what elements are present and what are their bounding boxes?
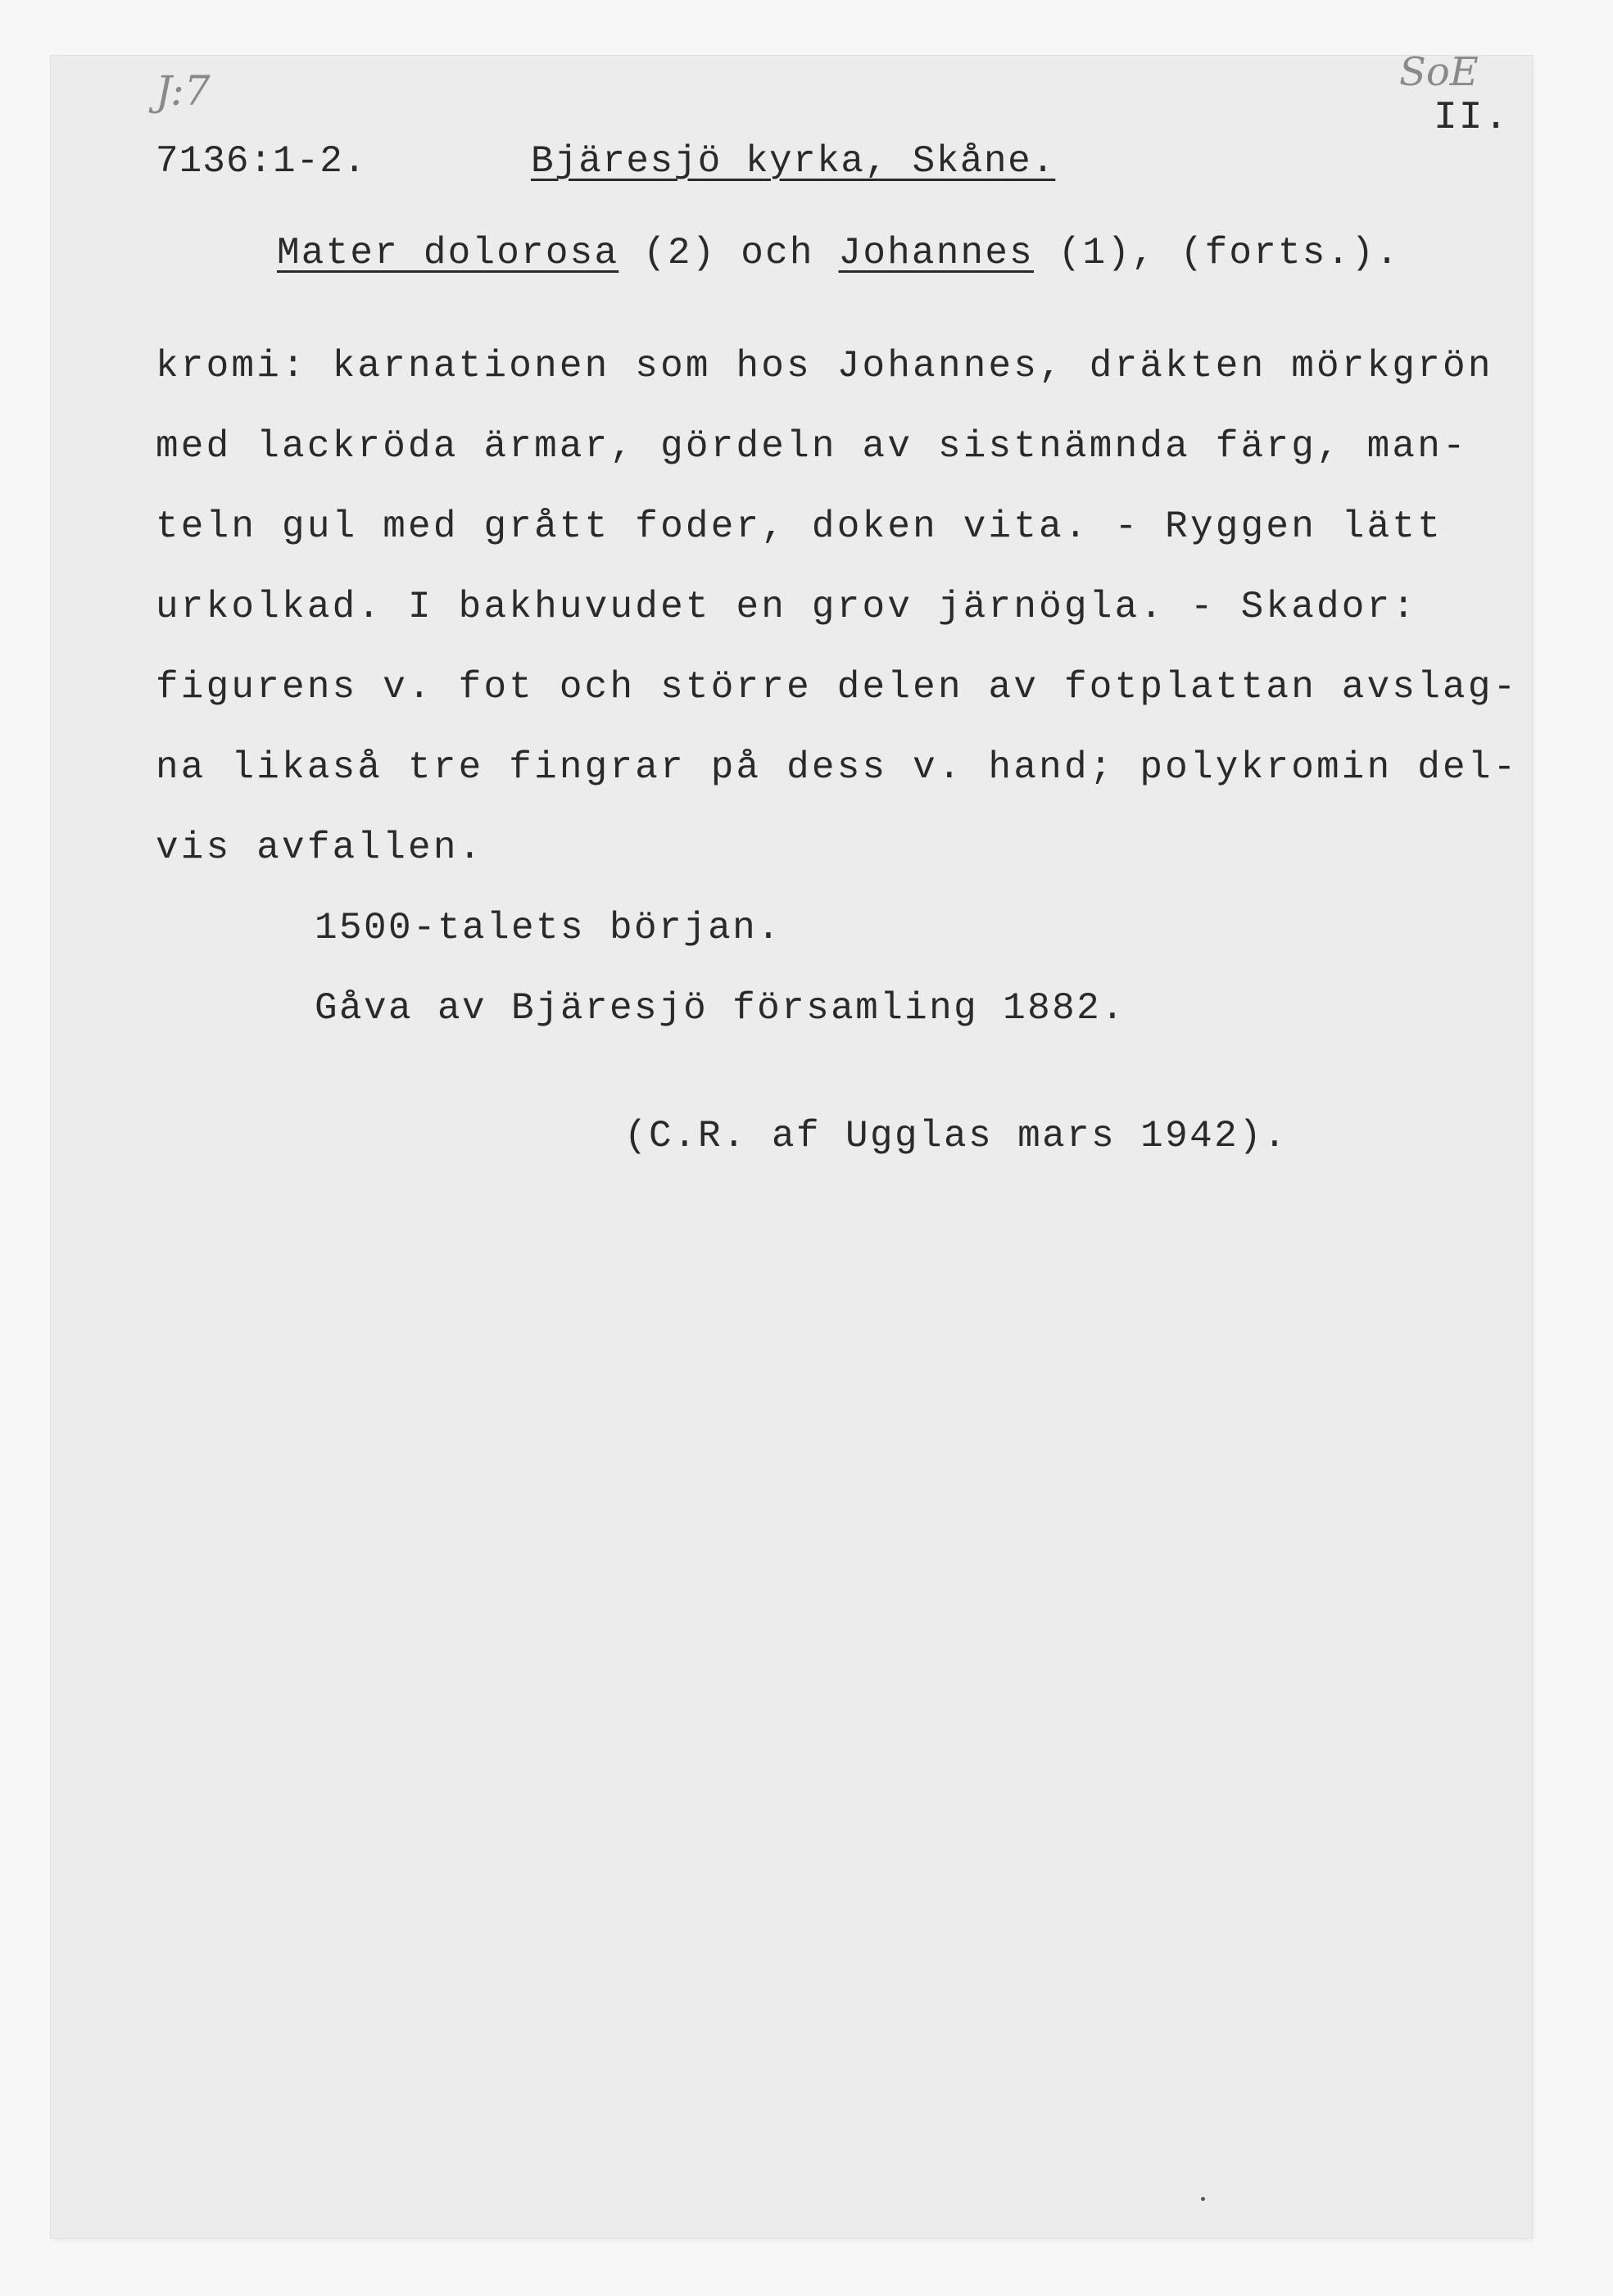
body-line-4: urkolkad. I bakhuvudet en grov järnögla. - Skador:	[156, 586, 1418, 628]
location-title: Bjäresjö kyrka, Skåne.	[531, 140, 1056, 183]
catalog-number: 7136:1-2.	[156, 140, 367, 183]
handwritten-note-top-left: J:7	[156, 67, 211, 115]
signature: (C.R. af Ugglas mars 1942).	[624, 1115, 1289, 1157]
body-line-6: na likaså tre fingrar på dess v. hand; polykromin del-	[156, 746, 1519, 789]
body-line-5: figurens v. fot och större delen av fotplattan avslag-	[156, 666, 1519, 709]
body-line-2: med lackröda ärmar, gördeln av sistnämnda färg, man-	[156, 425, 1468, 468]
subject-mater-dolorosa: Mater dolorosa	[277, 232, 619, 274]
subject-johannes: Johannes	[838, 232, 1034, 274]
subject-connector: (2) och	[618, 232, 839, 274]
catalog-card	[51, 49, 1532, 2238]
subject-suffix: (1), (forts.).	[1033, 232, 1401, 274]
body-line-7: vis avfallen.	[156, 826, 484, 869]
paper-speck	[1201, 2197, 1205, 2201]
handwritten-note-top-right: SoE	[1399, 49, 1479, 95]
subject-line	[277, 234, 1400, 272]
provenance: Gåva av Bjäresjö församling 1882.	[315, 987, 1126, 1030]
body-line-3: teln gul med grått foder, doken vita. - Ryggen lätt	[156, 505, 1443, 548]
sheet-number: II.	[1434, 96, 1510, 140]
dating: 1500-talets början.	[315, 907, 782, 949]
body-line-1: kromi: karnationen som hos Johannes, dräkten mörkgrön	[156, 345, 1493, 387]
